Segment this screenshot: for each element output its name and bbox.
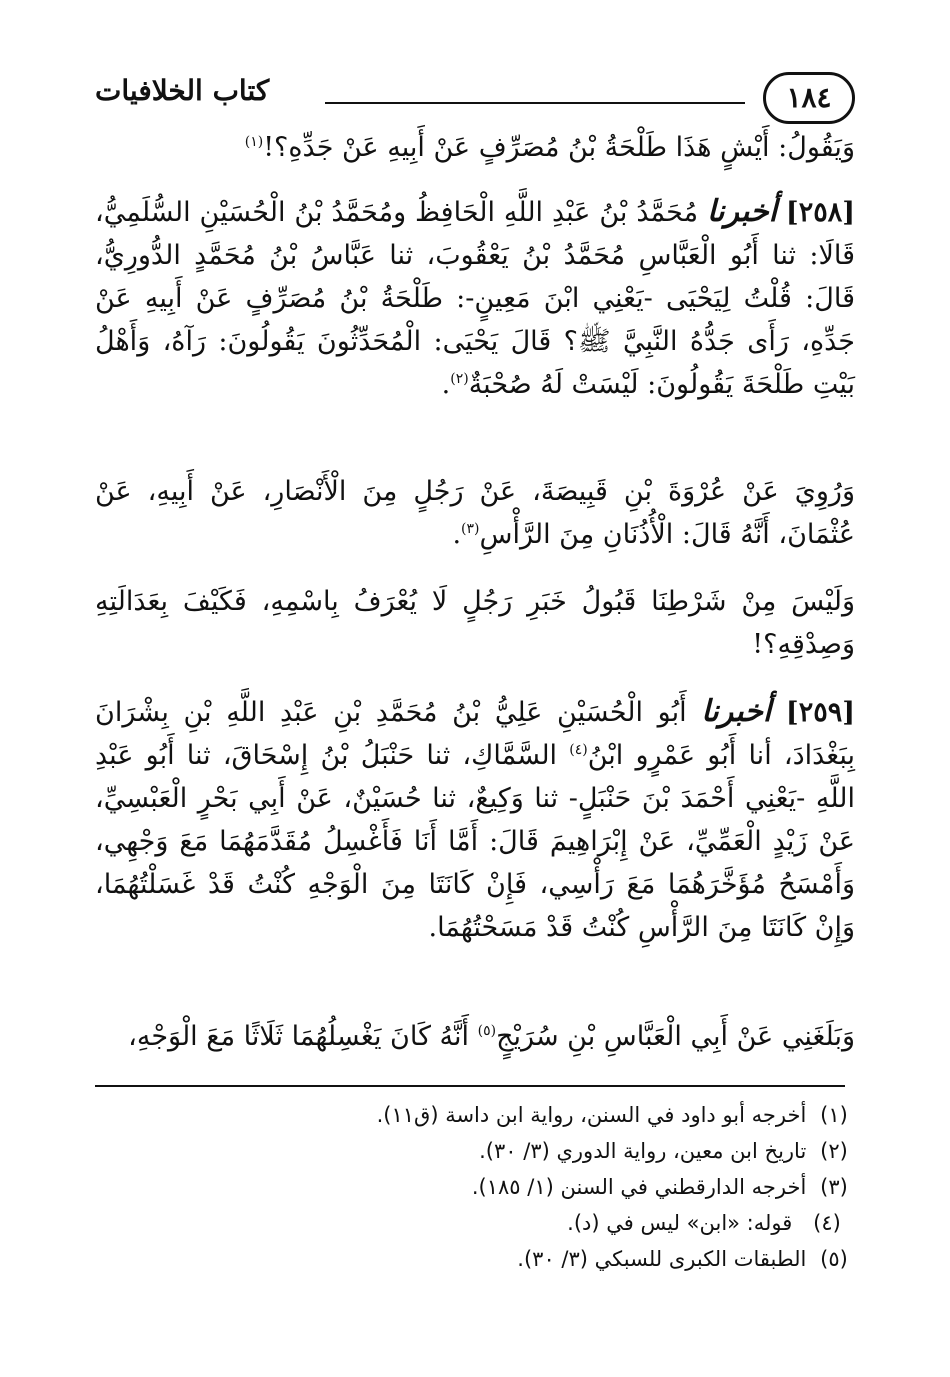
footnote-number: (٣) — [820, 1175, 848, 1199]
footnote-number: (٤) — [813, 1211, 841, 1235]
footnote-text: قوله: «ابن» ليس في (د). — [567, 1211, 793, 1235]
footnote-text: أخرجه أبو داود في السنن، رواية ابن داسة (ق١١). — [376, 1103, 807, 1127]
footnote — [95, 1205, 855, 1241]
footnote-ref: (٥) — [477, 1023, 497, 1039]
footnote-ref: (٣) — [461, 521, 480, 537]
footnote-text: تاريخ ابن معين، رواية الدوري (٣/ ٣٠). — [479, 1139, 807, 1163]
hadith-number: [٢٥٨] — [785, 197, 855, 228]
footnote-text: الطبقات الكبرى للسبكي (٣/ ٣٠). — [517, 1247, 807, 1271]
paragraph-3 — [95, 470, 855, 556]
book-title: كتاب الخلافيات — [95, 74, 270, 107]
paragraph-text: السَّمَّاكِ، ثنا حَنْبَلُ بْنُ إِسْحَاقَ، ثنا أَبُو عَبْدِ اللَّهِ -يَعْنِي أَحْمَدَ بْنَ حَنْبَلٍ- ثنا وَكِيعٌ، ثنا حُسَيْنٌ، عَنْ أَبِي بَحْرٍ الْعَبْسِيِّ، عَنْ زَيْدٍ الْعَمِّيِّ، عَنْ إِبْرَاهِيمَ قَالَ: أَمَّا أَنَا فَأَغْسِلُ مُقَدَّمَهُمَا مَعَ وَجْهِي، وَأَمْسَحُ مُؤَخَّرَهُمَا مَعَ رَأْسِي، فَإِنْ كَانَتَا مِنَ الْوَجْهِ كُنْتُ قَدْ غَسَلْتُهُمَا، وَإِنْ كَانَتَا مِنَ الرَّأْسِ كُنْتُ قَدْ مَسَحْتُهُمَا. — [95, 740, 855, 943]
footnote — [95, 1097, 855, 1133]
page-number: ١٨٤ — [763, 72, 855, 124]
page-header — [95, 72, 855, 128]
paragraph-text: أَبُو الْحُسَيْنِ عَلِيُّ بْنُ مُحَمَّدِ بْنِ عَبْدِ اللَّهِ بْنِ بِشْرَانَ بِبَغْدَادَ، أنا أَبُو عَمْرٍو ابْنُ — [95, 697, 855, 771]
footnote — [95, 1241, 855, 1277]
paragraph-1 — [95, 126, 855, 169]
paragraph-text: وَيَقُولُ: أَيْشٍ هَذَا طَلْحَةُ بْنُ مُصَرِّفٍ عَنْ أَبِيهِ عَنْ جَدِّهِ؟! — [263, 132, 855, 163]
footnote-ref: (١) — [244, 134, 264, 150]
footnote-number: (٢) — [820, 1139, 848, 1163]
paragraph-259 — [95, 690, 855, 949]
paragraph-6 — [95, 1015, 855, 1058]
paragraph-text: وَلَيْسَ مِنْ شَرْطِنَا قَبُولُ خَبَرِ رَجُلٍ لَا يُعْرَفُ بِاسْمِهِ، فَكَيْفَ بِعَدَالَتِهِ وَصِدْقِهِ؟! — [95, 586, 855, 660]
akhbarana-marker: أخبرنا — [701, 694, 772, 729]
footnote-text: أخرجه الدارقطني في السنن (١/ ١٨٥). — [471, 1175, 807, 1199]
footnote-number: (٥) — [820, 1247, 848, 1271]
footnote-ref: (٤) — [569, 742, 588, 758]
akhbarana-marker: أخبرنا — [706, 194, 777, 229]
paragraph-end: . — [452, 519, 462, 550]
paragraph-text: وَرُوِيَ عَنْ عُرْوَةَ بْنِ قَبِيصَةَ، عَنْ رَجُلٍ مِنَ الْأَنْصَارِ، عَنْ أَبِيهِ، عَنْ عُثْمَانَ، أَنَّهُ قَالَ: الْأُذُنَانِ مِنَ الرَّأْسِ — [95, 476, 855, 550]
footnotes — [95, 1097, 855, 1277]
header-rule — [325, 102, 745, 104]
paragraph-text: أَنَّهُ كَانَ يَغْسِلُهُمَا ثَلَاثًا مَعَ الْوَجْهِ، — [128, 1021, 470, 1052]
footnote — [95, 1169, 855, 1205]
footnote-number: (١) — [820, 1103, 848, 1127]
paragraph-end: . — [441, 369, 451, 400]
paragraph-4 — [95, 580, 855, 666]
paragraph-text: مُحَمَّدُ بْنُ عَبْدِ اللَّهِ الْحَافِظُ ومُحَمَّدُ بْنُ الْحُسَيْنِ السُّلَمِيُّ، قَالَا: ثنا أَبُو الْعَبَّاسِ مُحَمَّدُ بْنُ يَعْقُوبَ، ثنا عَبَّاسُ بْنُ مُحَمَّدٍ الدُّورِيُّ، قَالَ: قُلْتُ لِيَحْيَى -يَعْنِي ابْنَ مَعِينٍ-: طَلْحَةُ بْنُ مُصَرِّفٍ عَنْ أَبِيهِ عَنْ جَدِّهِ، رَأَى جَدُّهُ النَّبِيَّ ﷺ؟ قَالَ يَحْيَى: الْمُحَدِّثُونَ يَقُولُونَ: رَآهُ، وَأَهْلُ بَيْتِ طَلْحَةَ يَقُولُونَ: لَيْسَتْ لَهُ صُحْبَةٌ — [95, 197, 855, 400]
footnote-separator — [95, 1085, 845, 1087]
footnote-ref: (٢) — [450, 371, 469, 387]
hadith-number: [٢٥٩] — [785, 697, 855, 728]
footnote — [95, 1133, 855, 1169]
paragraph-258 — [95, 190, 855, 406]
paragraph-text: وَبَلَغَنِي عَنْ أَبِي الْعَبَّاسِ بْنِ سُرَيْجٍ — [496, 1021, 855, 1052]
